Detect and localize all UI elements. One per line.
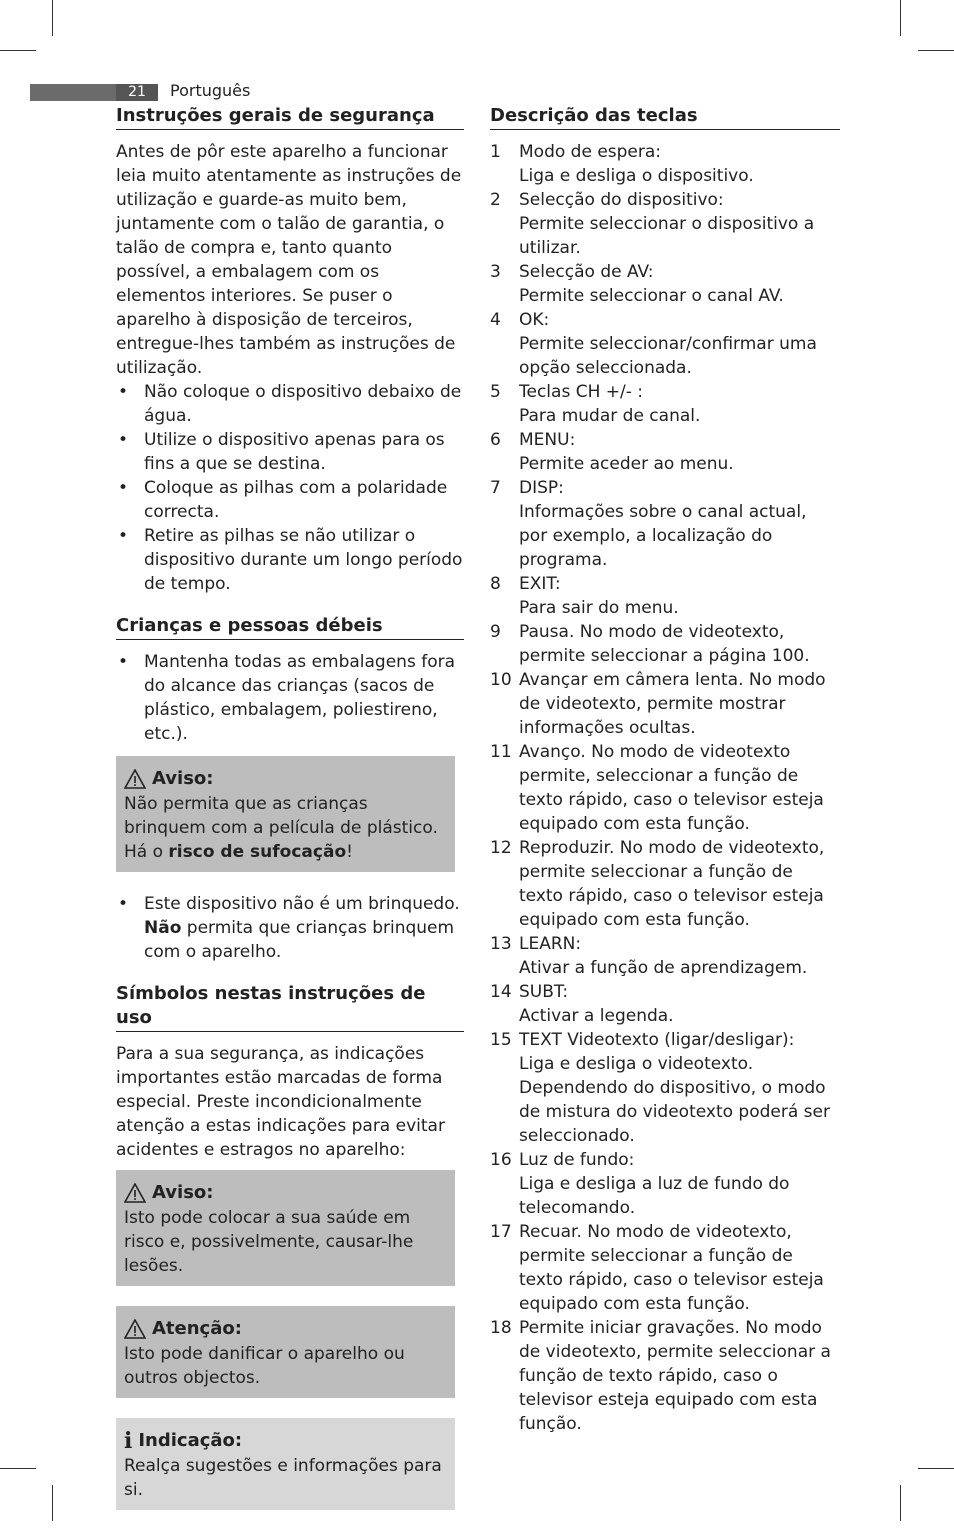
key-label: MENU: (519, 430, 576, 450)
key-label: Selecção de AV: (519, 262, 654, 282)
box-title-text: Aviso: (152, 768, 214, 789)
key-label: Teclas CH +/- : (519, 382, 643, 402)
key-item (490, 932, 840, 980)
crop-mark (918, 1468, 954, 1469)
key-item (490, 428, 840, 476)
warning-box-aviso (116, 1170, 455, 1286)
key-description: Liga e desliga a luz de fundo do telecomando. (519, 1174, 790, 1218)
list-item-part: permita que crianças brinquem com o aparelho. (144, 918, 455, 962)
children-list-2 (116, 892, 464, 964)
key-number: 3 (490, 262, 501, 282)
key-number: 11 (490, 742, 512, 762)
safety-list (116, 380, 464, 596)
key-number: 9 (490, 622, 501, 642)
crop-mark (900, 0, 901, 36)
key-text (519, 1148, 840, 1220)
key-text (519, 1028, 840, 1148)
key-text (519, 572, 840, 620)
key-text (519, 188, 840, 260)
box-text-part: Não permita que as crianças brinquem com a película de plástico. Há o (124, 794, 438, 862)
info-box-indicacao (116, 1418, 455, 1510)
warning-triangle-icon (124, 1319, 146, 1339)
crop-mark (0, 50, 36, 51)
key-description: Para sair do menu. (519, 598, 679, 618)
left-column (116, 104, 464, 1530)
key-number: 15 (490, 1030, 512, 1050)
crop-mark (52, 1485, 53, 1521)
key-text (519, 932, 840, 980)
crop-mark (918, 50, 954, 51)
key-number: 18 (490, 1318, 512, 1338)
box-title-text: Atenção: (152, 1318, 242, 1339)
key-text (519, 1220, 840, 1316)
key-text (519, 140, 840, 188)
header-bar (30, 84, 116, 101)
box-text: Realça sugestões e informações para si. (124, 1456, 442, 1500)
key-item (490, 140, 840, 188)
warning-box-atencao (116, 1306, 455, 1398)
key-item (490, 1148, 840, 1220)
key-item (490, 572, 840, 620)
key-item (490, 620, 840, 668)
section-title-children: Crianças e pessoas débeis (116, 614, 464, 640)
box-text (124, 792, 447, 864)
key-number: 16 (490, 1150, 512, 1170)
key-label: Pausa. No modo de videotexto, permite seleccionar a página 100. (519, 622, 810, 666)
key-label: Permite iniciar gravações. No modo de videotexto, permite seleccionar a função de texto rápido, caso o televisor esteja equipado com esta função. (519, 1318, 831, 1434)
key-text (519, 428, 840, 476)
key-item (490, 380, 840, 428)
box-text-bold: risco de sufocação (168, 842, 347, 862)
key-number: 12 (490, 838, 512, 858)
keys-list (490, 140, 840, 1436)
list-item-bold: Não (144, 918, 182, 938)
key-description: Permite aceder ao menu. (519, 454, 734, 474)
box-title-text: Aviso: (152, 1182, 214, 1203)
section-title-keys: Descrição das teclas (490, 104, 840, 130)
crop-mark (52, 0, 53, 36)
warning-box-children (116, 756, 455, 872)
key-text (519, 476, 840, 572)
box-title (124, 1180, 447, 1206)
key-label: EXIT: (519, 574, 561, 594)
key-description: Ativar a função de aprendizagem. (519, 958, 808, 978)
warning-triangle-icon (124, 1183, 146, 1203)
key-description: Para mudar de canal. (519, 406, 701, 426)
key-text (519, 620, 840, 668)
key-description: Liga e desliga o dispositivo. (519, 166, 754, 186)
key-description: Permite seleccionar o dispositivo a utilizar. (519, 214, 815, 258)
key-label: LEARN: (519, 934, 582, 954)
key-text (519, 260, 840, 308)
key-number: 13 (490, 934, 512, 954)
key-description: Activar a legenda. (519, 1006, 674, 1026)
key-number: 4 (490, 310, 501, 330)
safety-intro: Antes de pôr este aparelho a funcionar leia muito atentamente as instruções de utilização e guarde-as muito bem, juntamente com o talão de garantia, o talão de compra e, tanto quanto possível, a embalagem com os elementos interiores. Se puser o aparelho à disposição de terceiros, entregue-lhes também as instruções de utilização. (116, 142, 462, 378)
page-number: 21 (116, 84, 158, 101)
list-item-part: Este dispositivo não é um brinquedo. (144, 894, 460, 914)
key-label: TEXT Videotexto (ligar/desligar): (519, 1030, 795, 1050)
key-item (490, 1316, 840, 1436)
key-label: SUBT: (519, 982, 569, 1002)
page-language: Português (170, 81, 251, 100)
key-description: Permite seleccionar/confirmar uma opção seleccionada. (519, 334, 817, 378)
key-text (519, 980, 840, 1028)
children-list (116, 650, 464, 746)
key-item (490, 980, 840, 1028)
key-item (490, 668, 840, 740)
key-text (519, 380, 840, 428)
key-number: 7 (490, 478, 501, 498)
list-item: • Coloque as pilhas com a polaridade correcta. (116, 476, 464, 524)
key-label: Reproduzir. No modo de videotexto, permite seleccionar a função de texto rápido, caso o televisor esteja equipado com esta função. (519, 838, 825, 930)
key-text (519, 740, 840, 836)
key-item (490, 1220, 840, 1316)
key-label: Selecção do dispositivo: (519, 190, 724, 210)
key-number: 14 (490, 982, 512, 1002)
key-description: Informações sobre o canal actual, por exemplo, a localização do programa. (519, 502, 807, 570)
key-number: 10 (490, 670, 512, 690)
key-description: Liga e desliga o videotexto. Dependendo do dispositivo, o modo de mistura do videotexto poderá ser seleccionado. (519, 1054, 830, 1146)
key-number: 17 (490, 1222, 512, 1242)
key-item (490, 260, 840, 308)
list-item (116, 892, 464, 964)
key-item (490, 740, 840, 836)
list-item: • Mantenha todas as embalagens fora do alcance das crianças (sacos de plástico, embalagem, poliestireno, etc.). (116, 650, 464, 746)
box-text: Isto pode colocar a sua saúde em risco e, possivelmente, causar-lhe lesões. (124, 1208, 414, 1276)
section-title-symbols: Símbolos nestas instruções de uso (116, 982, 464, 1032)
key-number: 5 (490, 382, 501, 402)
list-item: • Utilize o dispositivo apenas para os fins a que se destina. (116, 428, 464, 476)
crop-mark (900, 1485, 901, 1521)
key-label: Avanço. No modo de videotexto permite, seleccionar a função de texto rápido, caso o televisor esteja equipado com esta função. (519, 742, 824, 834)
symbols-intro: Para a sua segurança, as indicações importantes estão marcadas de forma especial. Preste incondicionalmente atenção a estas indicações para evitar acidentes e estragos no aparelho: (116, 1044, 445, 1160)
info-icon: i (124, 1428, 133, 1454)
box-title (124, 766, 447, 792)
box-title (124, 1428, 447, 1454)
key-label: Luz de fundo: (519, 1150, 635, 1170)
list-item: • Retire as pilhas se não utilizar o dispositivo durante um longo período de tempo. (116, 524, 464, 596)
key-text (519, 668, 840, 740)
right-column (490, 104, 840, 1436)
key-number: 1 (490, 142, 501, 162)
box-title (124, 1316, 447, 1342)
key-item (490, 188, 840, 260)
key-number: 2 (490, 190, 501, 210)
key-item (490, 476, 840, 572)
key-item (490, 308, 840, 380)
key-description: Permite seleccionar o canal AV. (519, 286, 784, 306)
warning-triangle-icon (124, 769, 146, 789)
box-text: Isto pode danificar o aparelho ou outros objectos. (124, 1344, 405, 1388)
key-item (490, 836, 840, 932)
crop-mark (0, 1468, 36, 1469)
key-label: DISP: (519, 478, 564, 498)
section-title-safety: Instruções gerais de segurança (116, 104, 464, 130)
list-item: • Não coloque o dispositivo debaixo de água. (116, 380, 464, 428)
key-number: 8 (490, 574, 501, 594)
key-label: Modo de espera: (519, 142, 662, 162)
key-label: Avançar em câmera lenta. No modo de videotexto, permite mostrar informações ocultas. (519, 670, 826, 738)
key-text (519, 836, 840, 932)
key-text (519, 308, 840, 380)
key-item (490, 1028, 840, 1148)
box-title-text: Indicação: (138, 1430, 243, 1451)
key-number: 6 (490, 430, 501, 450)
key-label: OK: (519, 310, 550, 330)
key-text (519, 1316, 840, 1436)
box-text-part: ! (346, 842, 353, 862)
key-label: Recuar. No modo de videotexto, permite seleccionar a função de texto rápido, caso o televisor esteja equipado com esta função. (519, 1222, 824, 1314)
